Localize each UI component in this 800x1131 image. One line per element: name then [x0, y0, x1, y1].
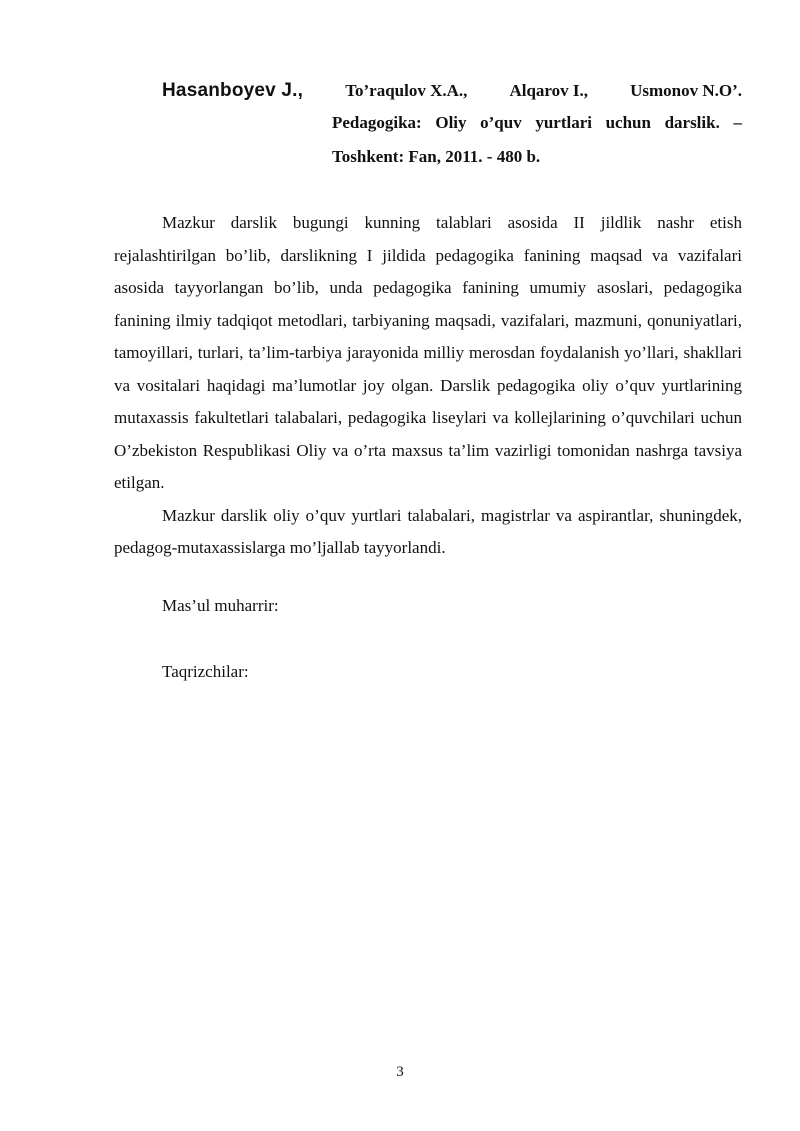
title-word: yurtlari: [535, 113, 592, 132]
book-title: [332, 106, 742, 140]
title-word: Oliy: [435, 113, 467, 132]
main-author: Hasanboyev J.,: [162, 80, 304, 101]
paragraph: Mazkur darslik bugungi kunning talablari asosida II jildlik nashr etish rejalashtirilgan bo’lib, darslikning I jildida pedagogika fanining maqsad va vazifalari asosida tayyorlangan bo’lib, unda pedagogika fanining umumiy asoslari, pedagogika fanining ilmiy tadqiqot metodlari, tarbiyaning maqsadi, vazifalari, mazmuni, qonuniyatlari, tamoyillari, turlari, ta’lim-tarbiya jarayonida milliy merosdan foydalanish yo’llari, shakllari va vositalari haqidagi ma’lumotlar joy olgan. Darslik pedagogika oliy o’quv yurtlarining mutaxassis fakultetlari talabalari, pedagogika liseylari va kollejlarining o’quvchilari uchun O’zbekiston Respublikasi Oliy va o’rta maxsus ta’lim vazirligi tomonidan nashrga tavsiya etilgan.: [114, 213, 742, 492]
paragraph: Mazkur darslik oliy o’quv yurtlari talabalari, magistrlar va aspirantlar, shuningdek, pedagog-mutaxassislarga mo’ljallab tayyorlandi.: [114, 505, 742, 557]
coauthor: Alqarov I.,: [509, 81, 589, 100]
title-word: o’quv: [480, 113, 522, 132]
coauthor: To’raqulov X.A.,: [345, 81, 468, 100]
title-word: –: [733, 113, 742, 132]
authors-line: [162, 76, 742, 106]
bibliographic-record: [162, 76, 742, 174]
page-number: 3: [396, 1064, 404, 1080]
annotation-text: [114, 207, 742, 565]
title-word: darslik.: [664, 113, 720, 132]
coauthor: Usmonov N.O’.: [630, 81, 742, 100]
title-word: uchun: [605, 113, 651, 132]
title-word: Pedagogika:: [332, 113, 422, 132]
responsible-editor-label: Mas’ul muharrir:: [162, 596, 279, 615]
publication-info: Toshkent: Fan, 2011. - 480 b.: [332, 147, 541, 166]
reviewers-label: Taqrizchilar:: [162, 662, 249, 681]
